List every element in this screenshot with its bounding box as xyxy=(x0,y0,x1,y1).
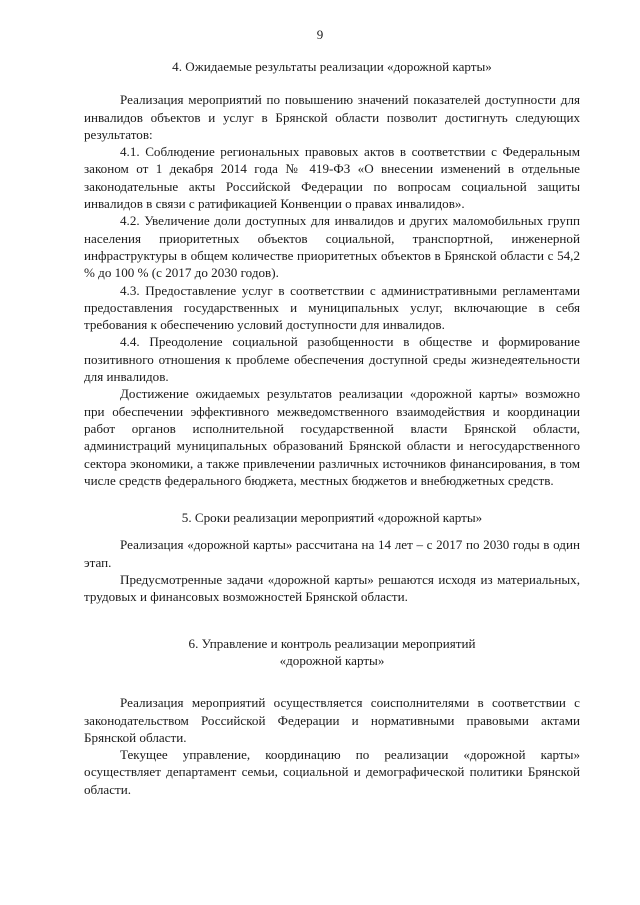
result-4-4-paragraph: 4.4. Преодоление социальной разобщенности в обществе и формирование позитивного отношения к проблеме обеспечения доступной среды жизнедеятельности для инвалидов. xyxy=(84,334,580,385)
section-5-heading: 5. Сроки реализации мероприятий «дорожной карты» xyxy=(181,510,483,526)
page-number: 9 xyxy=(316,27,324,42)
achievement-conditions-paragraph: Достижение ожидаемых результатов реализации «дорожной карты» возможно при обеспечении эффективного межведомственного взаимодействия и координации работ органов исполнительной государственной власти Брянской области, администраций муниципальных образований Брянской области и негосударственного сектора экономики, а также привлечении различных источников финансирования, в том числе средств федерального бюджета, местных бюджетов и внебюджетных средств. xyxy=(84,386,580,488)
terms-duration-paragraph: Реализация «дорожной карты» рассчитана на 14 лет – с 2017 по 2030 годы в один этап. xyxy=(84,537,580,570)
management-coordination-paragraph: Текущее управление, координацию по реализации «дорожной карты» осуществляет департамент семьи, социальной и демографической политики Брянской области. xyxy=(84,747,580,797)
section-management-control xyxy=(84,635,580,798)
document-body xyxy=(84,58,580,798)
section-implementation-terms xyxy=(84,509,580,605)
section-6-heading-line-1: 6. Управление и контроль реализации мероприятий xyxy=(188,635,476,651)
result-4-3-paragraph: 4.3. Предоставление услуг в соответствии с административными регламентами предоставления государственных и муниципальных услуг, включающие в себя требования к обеспечению условий доступности для инвалидов. xyxy=(84,282,580,333)
result-4-1-paragraph: 4.1. Соблюдение региональных правовых актов в соответствии с Федеральным законом от 1 декабря 2014 года № 419-ФЗ «О внесении изменений в отдельные законодательные акты Российской Федерации по вопросам социальной защиты инвалидов в связи с ратификацией Конвенции о правах инвалидов». xyxy=(84,144,580,212)
section-6-heading-line-2: «дорожной карты» xyxy=(279,652,385,668)
section-4-heading: 4. Ожидаемые результаты реализации «дорожной карты» xyxy=(172,59,492,74)
result-4-2-paragraph: 4.2. Увеличение доли доступных для инвалидов и других маломобильных групп населения приоритетных объектов социальной, транспортной, инженерной инфраструктуры в общем количестве приоритетных объектов в Брянской области с 54,2 % до 100 % (с 2017 до 2030 годов). xyxy=(84,213,580,281)
management-executors-paragraph: Реализация мероприятий осуществляется соисполнителями в соответствии с законодательством Российской Федерации и нормативными правовыми актами Брянской области. xyxy=(84,695,580,745)
section-expected-results xyxy=(84,58,580,489)
section-4-intro-paragraph: Реализация мероприятий по повышению значений показателей доступности для инвалидов объектов и услуг в Брянской области позволит достигнуть следующих результатов: xyxy=(84,92,580,142)
section-6-heading xyxy=(84,635,580,670)
terms-resources-paragraph: Предусмотренные задачи «дорожной карты» решаются исходя из материальных, трудовых и финансовых возможностей Брянской области. xyxy=(84,572,580,605)
